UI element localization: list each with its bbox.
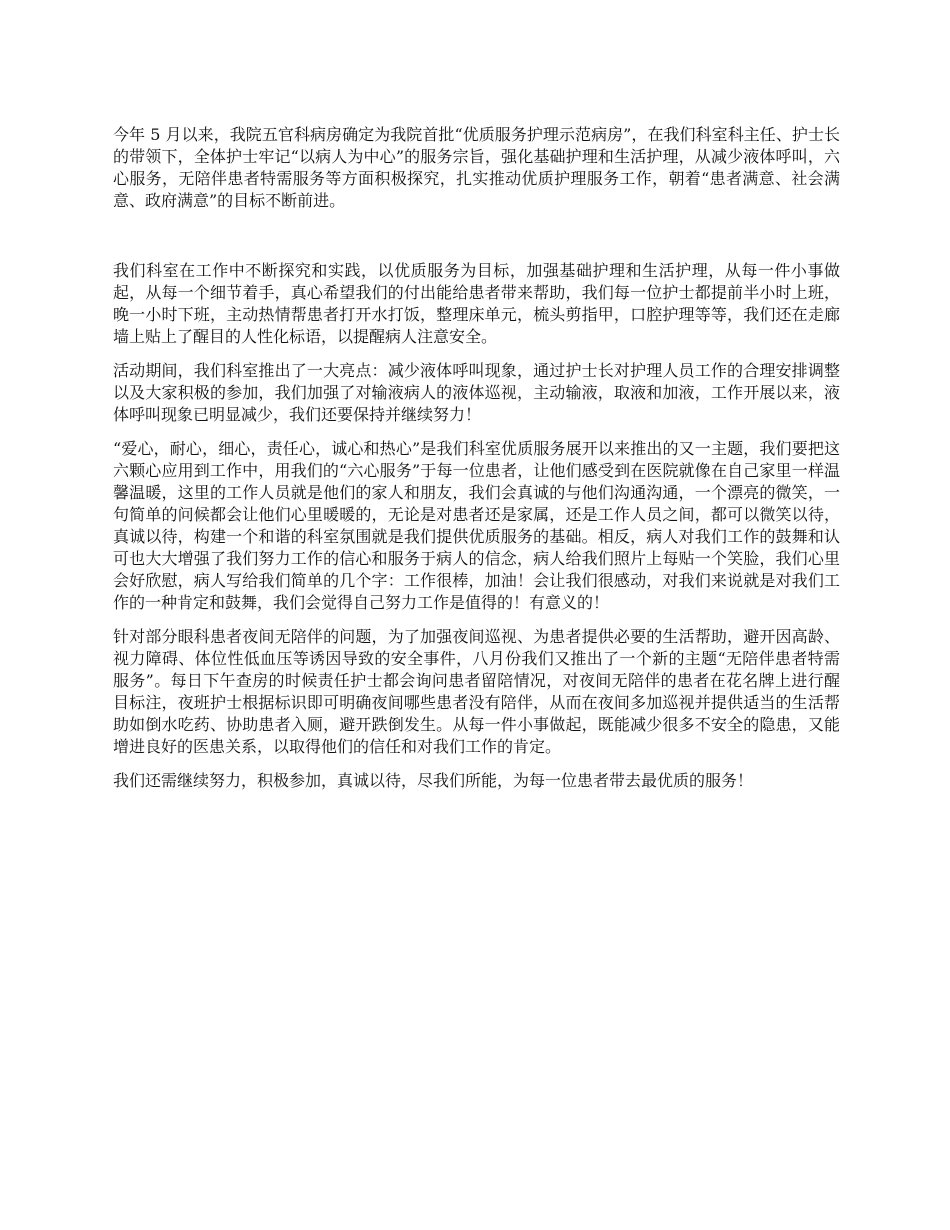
paragraph-practice: 我们科室在工作中不断探究和实践，以优质服务为目标，加强基础护理和生活护理，从每一件小事做起，从每一个细节着手，真心希望我们的付出能给患者带来帮助，我们每一位护士都提前半小时上班，晚一小时下班，主动热情帮患者打开水打饭，整理床单元，梳头剪指甲，口腔护理等等，我们还在走廊墙上贴上了醒目的人性化标语，以提醒病人注意安全。 bbox=[113, 261, 840, 346]
paragraph-night-service: 针对部分眼科患者夜间无陪伴的问题，为了加强夜间巡视、为患者提供必要的生活帮助，避开因高龄、视力障碍、体位性低血压等诱因导致的安全事件，八月份我们又推出了一个新的主题“无陪伴患者特需服务”。每日下午查房的时候责任护士都会询问患者留陪情况，对夜间无陪伴的患者在花名牌上进行醒目标注，夜班护士根据标识即可明确夜间哪些患者没有陪伴，从而在夜间多加巡视并提供适当的生活帮助如倒水吃药、协助患者入厕，避开跌倒发生。从每一件小事做起，既能减少很多不安全的隐患，又能增进良好的医患关系，以取得他们的信任和对我们工作的肯定。 bbox=[113, 627, 840, 756]
document-body bbox=[113, 124, 840, 804]
paragraph-six-hearts: “爱心，耐心，细心，责任心，诚心和热心”是我们科室优质服务展开以来推出的又一主题，我们要把这六颗心应用到工作中，用我们的“六心服务”于每一位患者，让他们感受到在医院就像在自己家里一样温馨温暖，这里的工作人员就是他们的家人和朋友，我们会真诚的与他们沟通沟通，一个漂亮的微笑，一句简单的问候都会让他们心里暖暖的，无论是对患者还是家属，还是工作人员之间，都可以微笑以待，真诚以待，构建一个和谐的科室氛围就是我们提供优质服务的基础。相反，病人对我们工作的鼓舞和认可也大大增强了我们努力工作的信心和服务于病人的信念，病人给我们照片上每贴一个笑脸，我们心里会好欣慰，病人写给我们简单的几个字：工作很棒，加油！会让我们很感动，对我们来说就是对我们工作的一种肯定和鼓舞，我们会觉得自己努力工作是值得的！有意义的！ bbox=[113, 439, 840, 612]
paragraph-intro: 今年 5 月以来，我院五官科病房确定为我院首批“优质服务护理示范病房”，在我们科室科主任、护士长的带领下，全体护士牢记“以病人为中心”的服务宗旨，强化基础护理和生活护理，从减少液体呼叫，六心服务，无陪伴患者特需服务等方面积极探究，扎实推动优质护理服务工作，朝着“患者满意、社会满意、政府满意”的目标不断前进。 bbox=[113, 125, 840, 210]
paragraph-liquid-call: 活动期间，我们科室推出了一大亮点：减少液体呼叫现象，通过护士长对护理人员工作的合理安排调整以及大家积极的参加，我们加强了对输液病人的液体巡视，主动输液，取液和加液，工作开展以来，液体呼叫现象已明显减少，我们还要保持并继续努力！ bbox=[113, 361, 840, 424]
paragraph-conclusion: 我们还需继续努力，积极参加，真诚以待，尽我们所能，为每一位患者带去最优质的服务！ bbox=[113, 771, 754, 790]
